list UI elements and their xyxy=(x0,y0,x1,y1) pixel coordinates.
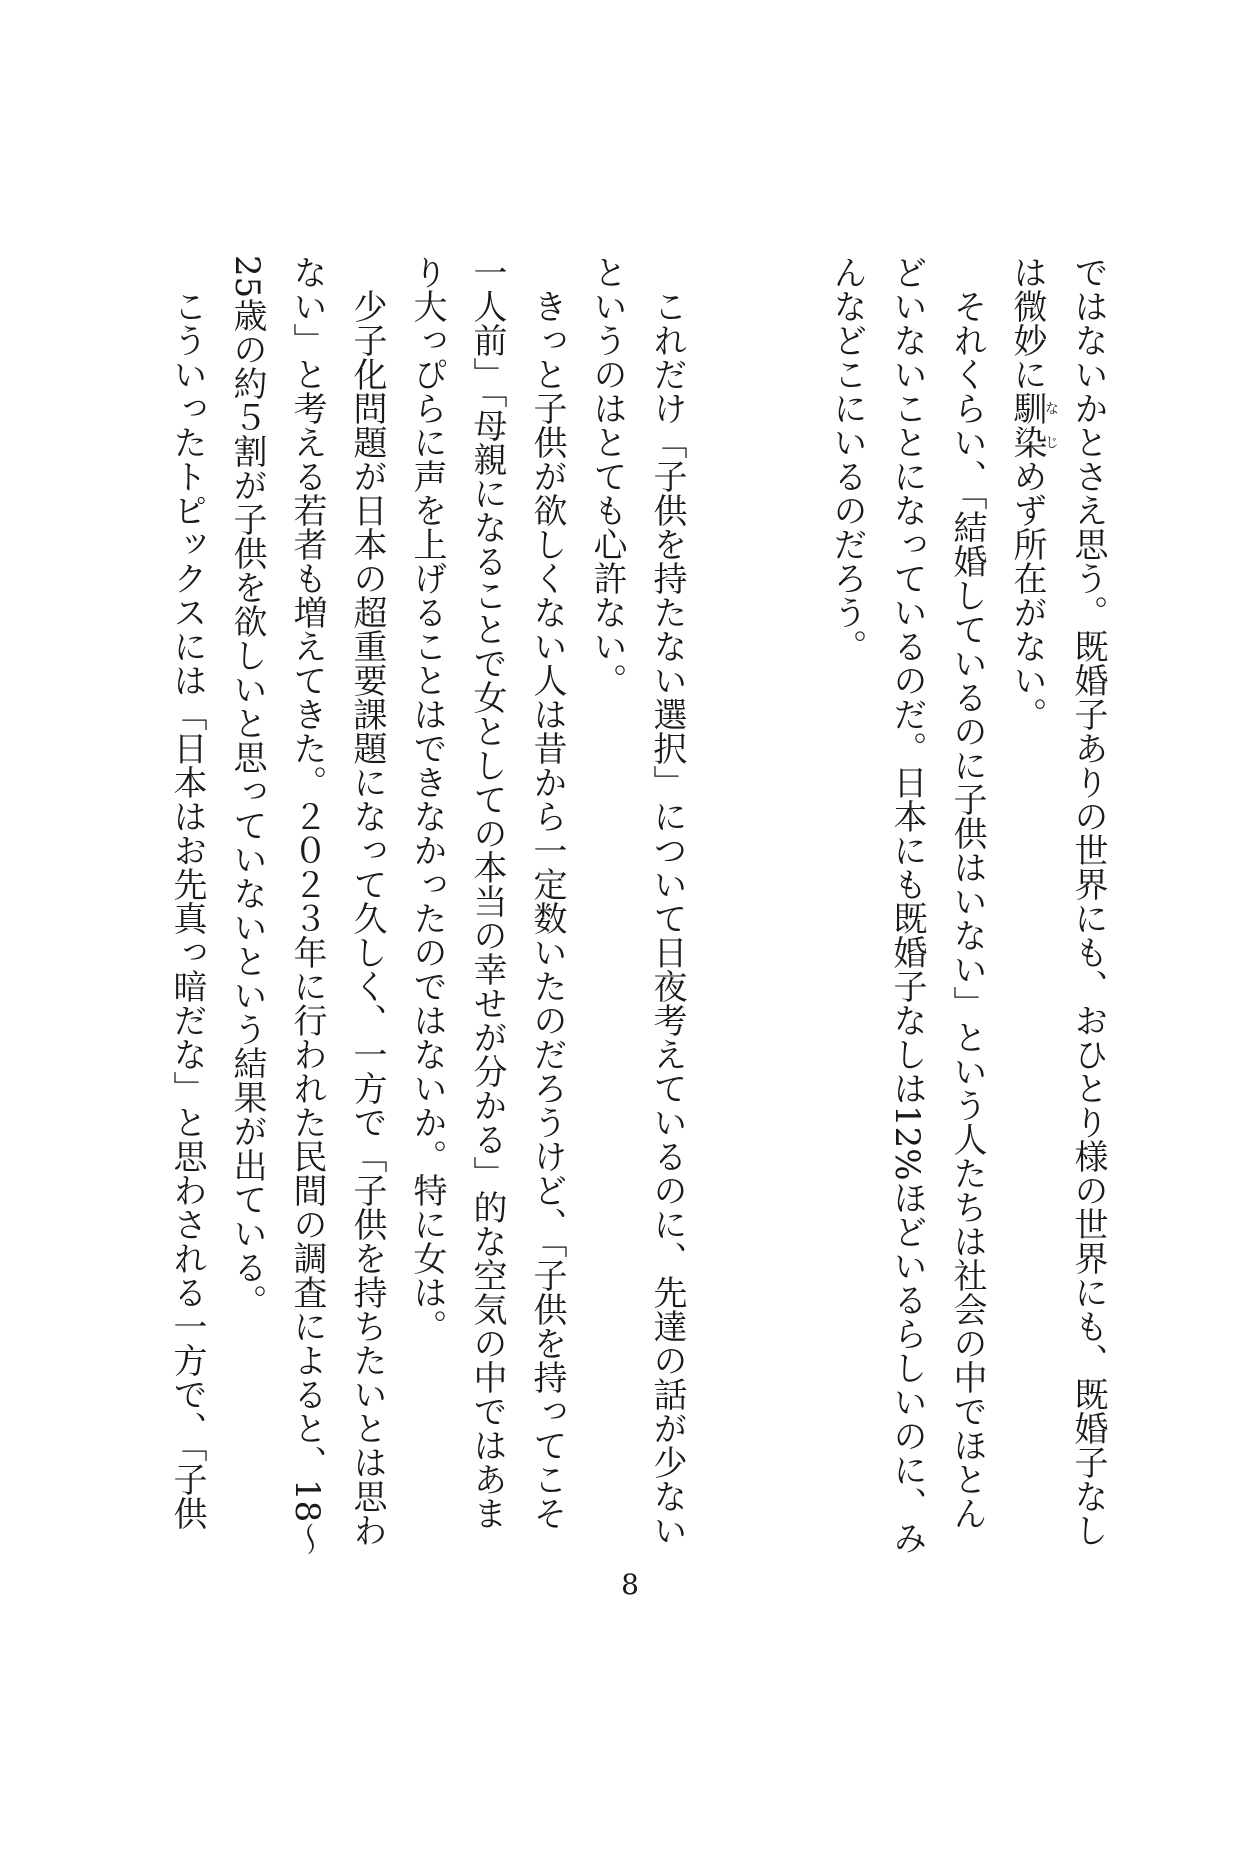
text-line-5: んなどこにいるのだろう。 xyxy=(827,255,867,663)
text-line-10: きっと子供が欲しくない人は昔から一定数いたのだろうけど、「子供を持ってこそ xyxy=(527,255,567,1530)
blank-line xyxy=(697,255,757,1530)
ruby-line-before: は微妙に xyxy=(1007,255,1047,391)
text-line-9: というのはとても心許ない。 xyxy=(587,255,627,697)
furigana-word xyxy=(1007,391,1059,459)
text-line-16: こういったトピックスには「日本はお先真っ暗だな」と思わされる一方で、「子供 xyxy=(167,255,207,1530)
text-line-14: ない」と考える若者も増えてきた。２０２３年に行われた民間の調査によると、18〜 xyxy=(287,255,327,1557)
ruby-line-after: めず所在がない。 xyxy=(1007,459,1047,731)
text-line-11: 一人前」「母親になることで女としての本当の幸せが分かる」的な空気の中ではあま xyxy=(467,255,507,1530)
page-number: 8 xyxy=(621,1568,639,1601)
ruby-reading: なじ xyxy=(1043,391,1059,459)
text-line-1: ではないかとさえ思う。既婚子ありの世界にも、おひとり様の世界にも、既婚子なし xyxy=(1068,255,1108,1547)
text-line-13: 少子化問題が日本の超重要課題になって久しく、一方で「子供を持ちたいとは思わ xyxy=(347,255,387,1547)
vertical-text-block xyxy=(157,255,1118,1557)
ruby-base: 馴染 xyxy=(1007,391,1047,459)
text-line-4: どいないことになっているのだ。日本にも既婚子なしは12%ほどいるらしいのに、み xyxy=(887,255,927,1555)
blank-line xyxy=(757,255,817,1530)
text-line-12: り大っぴらに声を上げることはできなかったのではないか。特に女は。 xyxy=(407,255,447,1343)
text-line-2-ruby xyxy=(997,255,1058,1530)
text-line-3: それくらい、「結婚しているのに子供はいない」という人たちは社会の中でほとん xyxy=(947,255,987,1530)
text-line-15: 25歳の約５割が子供を欲しいと思っていないという結果が出ている。 xyxy=(227,255,267,1319)
text-line-8: これだけ「子供を持たない選択」について日夜考えているのに、先達の話が少ない xyxy=(647,255,687,1547)
